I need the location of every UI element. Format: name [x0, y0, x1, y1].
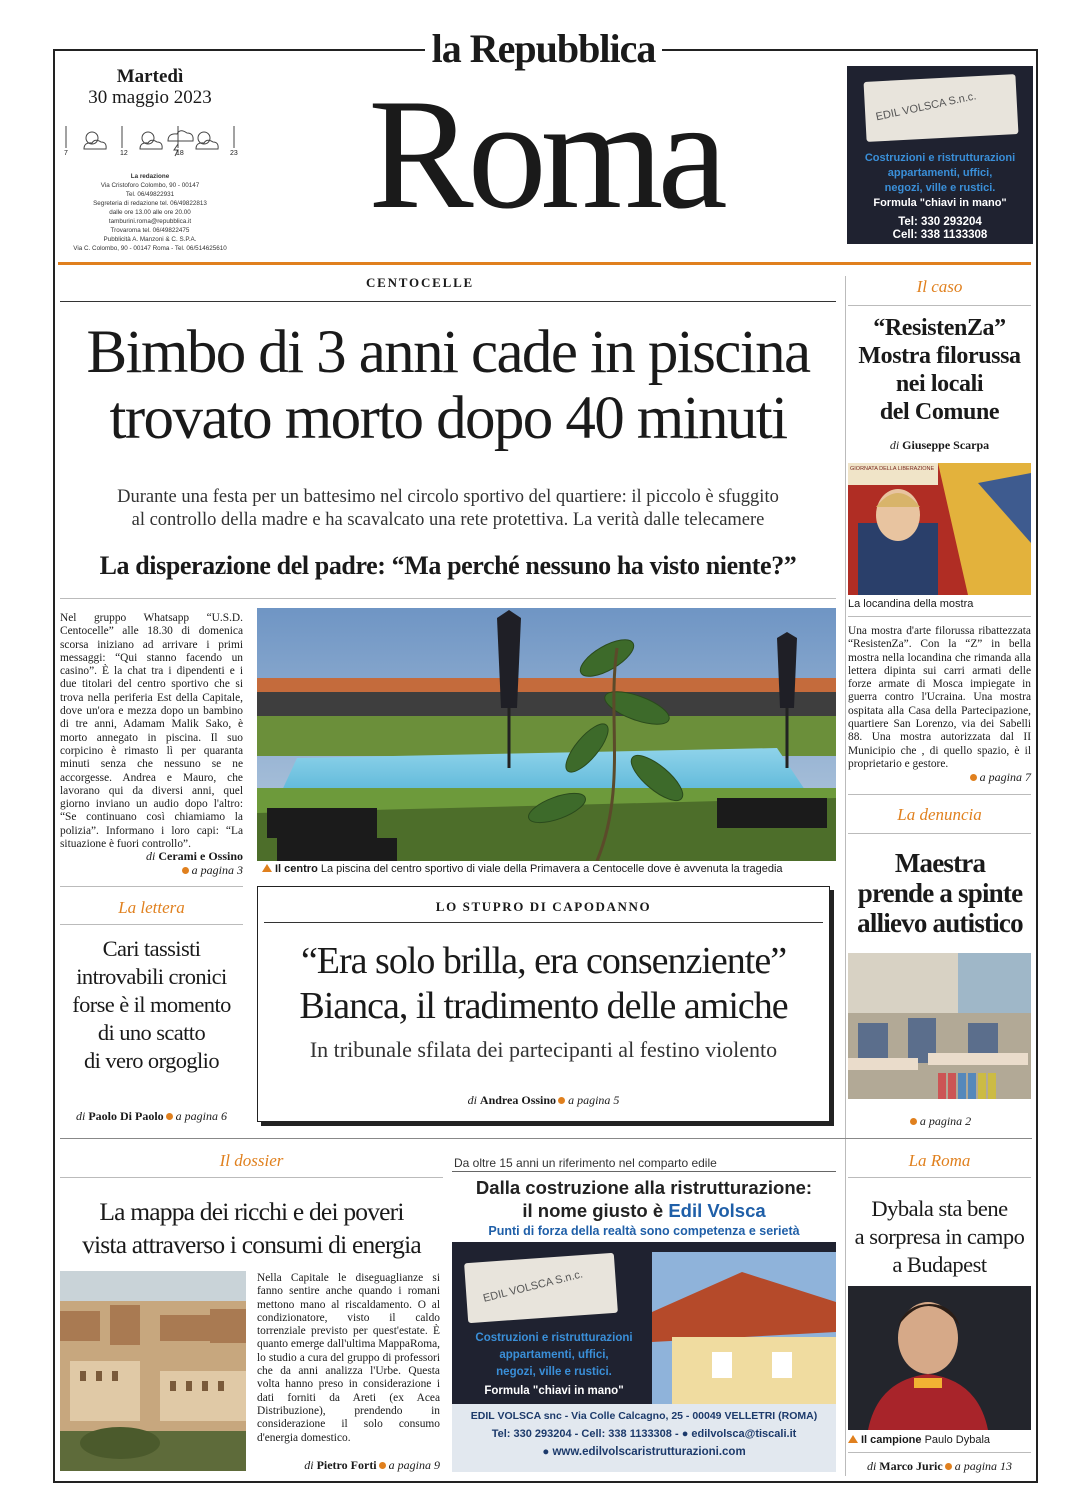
byline-name: Andrea Ossino [479, 1093, 557, 1107]
dybala-photo [848, 1286, 1031, 1430]
ad-formula: Formula "chiavi in mano" [873, 197, 1007, 209]
denuncia-headline[interactable] [845, 848, 1035, 938]
lettera-line: di vero orgoglio [84, 1048, 219, 1073]
house-photo [652, 1252, 836, 1404]
lead-headline[interactable] [58, 320, 838, 452]
redazione-line: Pubblicità A. Manzoni & C. S.P.A. [103, 236, 197, 243]
rome-skyline-art [60, 1271, 246, 1471]
dossier-headline[interactable] [56, 1195, 447, 1261]
lead-divider [60, 598, 836, 599]
redazione-line: Via C. Colombo, 90 - 00147 Roma - Tel. 06/514625610 [73, 245, 227, 252]
standfirst-line: al controllo della madre e ha scavalcato una rete protettiva. La verità dalle telecamere [131, 510, 765, 530]
caso-headline[interactable] [846, 314, 1033, 426]
stupro-standfirst: In tribunale sfilata dei partecipanti al festino violento [309, 1037, 778, 1062]
redazione-line: Trovaroma tel. 06/49822475 [110, 227, 190, 234]
ad-top-line: Da oltre 15 anni un riferimento nel comparto edile [454, 1156, 717, 1170]
ad-address: EDIL VOLSCA snc - Via Colle Calcagno, 25 - 00049 VELLETRI (ROMA) [470, 1410, 818, 1422]
caso-line: Mostra filorussa [858, 343, 1021, 369]
temp-3: 18 [176, 150, 184, 157]
dossier-kicker: Il dossier [219, 1151, 284, 1170]
dossier-headline-line: vista attraverso i consumi di energia [82, 1230, 421, 1259]
caso-body: Una mostra d'arte filorussa ribattezzata “ResistenZa”. Con la “Z” in bella mostra nella locandina che rimanda alla lettera dipinta sui carri armati delle forze armate di Mosca impiegate in guerra contro l'Ucraina. Una mostra ospitata alla Casa della Partecipazione, quartiere San Lorenzo, via dei Sabelli 88. Una mostra autorizzata dal II Municipio che , di quello spazio, è il proprietario e gestore. [848, 625, 1031, 770]
bullet-dot [379, 1462, 386, 1469]
lead-section: CENTOCELLE [365, 275, 475, 290]
caso-page-ref[interactable] [848, 770, 1031, 785]
ad-phones [847, 216, 1033, 242]
poster-caption: La locandina della mostra [848, 598, 974, 610]
stupro-headline-line: “Era solo brilla, era consenziente” [300, 940, 787, 982]
ad-contacts [452, 1428, 836, 1440]
ad-email[interactable]: edilvolsca@tiscali.it [691, 1428, 797, 1440]
byline-name: Paolo Di Paolo [88, 1109, 164, 1123]
page-border-left [53, 49, 55, 1483]
lettera-line: introvabili cronici [76, 964, 227, 989]
ad-services [456, 1330, 652, 1381]
temp-4: 23 [230, 150, 238, 157]
caption-bold: Il centro [275, 863, 318, 875]
stupro-rule [264, 922, 823, 923]
ad-tel: Tel: 330 293204 [898, 216, 982, 228]
redazione-line: Segreteria di redazione tel. 06/49822813 [93, 200, 207, 207]
laroma-line: Dybala sta bene [871, 1196, 1008, 1221]
page-ref-text: a pagina 9 [388, 1458, 440, 1472]
bullet-dot [166, 1113, 173, 1120]
byline-name: Pietro Forti [316, 1458, 377, 1472]
ad-logo-text: EDIL VOLSCA S.n.c. [874, 90, 978, 124]
temp-2: 12 [120, 150, 128, 157]
byline-di: di [889, 438, 900, 452]
redazione-line[interactable]: tamburini.roma@repubblica.it [108, 218, 192, 225]
lettera-line: di uno scatto [97, 1020, 206, 1045]
denuncia-line: allievo autistico [857, 908, 1023, 938]
caption-triangle-icon [848, 1435, 858, 1443]
lettera-byline[interactable] [60, 1109, 243, 1124]
ad-website-text: www.edilvolscaristrutturazioni.com [552, 1446, 746, 1458]
lettera-line: forse è il momento [72, 992, 231, 1017]
stupro-section: LO STUPRO DI CAPODANNO [435, 899, 652, 914]
classroom-art [848, 953, 1031, 1099]
rome-skyline-photo [60, 1271, 246, 1471]
lettera-kicker: La lettera [118, 898, 185, 917]
bullet-dot [910, 1118, 917, 1125]
ad-services [847, 151, 1033, 196]
lead-section-rule [60, 301, 836, 302]
dossier-byline[interactable] [257, 1458, 440, 1473]
bullet-dot [182, 867, 189, 874]
redazione-info [60, 172, 240, 253]
denuncia-top-rule [848, 794, 1031, 795]
brand-logo[interactable]: la Repubblica [431, 26, 656, 71]
denuncia-line: prende a spinte [857, 878, 1023, 908]
caption-triangle-icon [262, 864, 272, 872]
stupro-headline-line: Bianca, il tradimento delle amiche [299, 985, 788, 1027]
caso-line: “ResistenZa” [873, 315, 1006, 341]
partly-cloudy-icon [84, 132, 106, 149]
email-icon: ● [681, 1428, 689, 1440]
ad-logo-text: EDIL VOLSCA S.n.c. [481, 1268, 585, 1305]
laroma-line: a sorpresa in campo [854, 1224, 1025, 1249]
redazione-line: Via Cristoforo Colombo, 90 - 00147 [100, 182, 200, 189]
masthead-rule-right [662, 49, 1038, 51]
byline-name: Giuseppe Scarpa [902, 438, 990, 452]
ad-contacts-text: Tel: 330 293204 - Cell: 338 1133308 - [491, 1428, 682, 1440]
page-border-bottom [53, 1481, 1038, 1483]
stupro-box[interactable] [257, 886, 830, 1122]
caption-bold: Il campione [861, 1434, 922, 1446]
dybala-caption [848, 1434, 1031, 1446]
byline-di: di [304, 1458, 314, 1472]
ad-logo-paper [864, 74, 1019, 142]
pool-caption [262, 863, 836, 875]
byline-di: di [146, 849, 156, 863]
pool-photo-art [257, 608, 836, 861]
bottom-section-rule [60, 1138, 1032, 1139]
bullet-dot [970, 774, 977, 781]
classroom-photo [848, 953, 1031, 1099]
page-ref-text: a pagina 5 [568, 1093, 620, 1107]
caption-text: Paulo Dybala [924, 1434, 991, 1446]
pool-photo [257, 608, 836, 861]
dossier-headline-line: La mappa dei ricchi e dei poveri [99, 1197, 404, 1226]
house-art [652, 1252, 836, 1404]
ad-line: appartamenti, uffici, [887, 167, 993, 179]
bullet-dot [945, 1463, 952, 1470]
page-ref-text: a pagina 3 [191, 863, 243, 877]
page-ref-text: a pagina 2 [919, 1114, 972, 1128]
ad-headline-line: Dalla costruzione alla ristrutturazione: [475, 1177, 813, 1198]
standfirst-line: Durante una festa per un battesimo nel circolo sportivo del quartiere: il piccolo è sfuggito [117, 487, 779, 507]
date-day: Martedì [116, 66, 184, 87]
edition-title: Roma [368, 67, 722, 242]
page-border-right [1036, 49, 1038, 1483]
page-ref-text: a pagina 13 [954, 1459, 1013, 1473]
dossier-body: Nella Capitale le diseguaglianze si fanno sentire anche quando i romani mettono mano al riscaldamento. O al condizionatore, visto il caldo torrenziale previsto per quest'estate. È quanto emerge dall'ultima MappaRoma, lo studio a cura del gruppo di professori che da anni analizza l'Urbe. Questa volta hanno preso in considerazione i dati forniti da Areti (ex Acea Distribuzione), prendendo in considerazione il solo consumo d'energia domestico. [257, 1272, 440, 1444]
ad-cell: Cell: 338 1133308 [892, 229, 988, 241]
date-full: 30 maggio 2023 [88, 87, 212, 108]
dossier-kicker-rule [60, 1177, 443, 1178]
lettera-kicker-rule [60, 924, 243, 925]
globe-icon: ● [542, 1446, 550, 1458]
byline-name: Marco Juric [879, 1459, 943, 1473]
laroma-headline[interactable] [844, 1195, 1035, 1279]
byline-di: di [866, 1459, 877, 1473]
caso-kicker: Il caso [916, 277, 963, 296]
bullet-dot [558, 1097, 565, 1104]
ad-line: appartamenti, uffici, [499, 1349, 609, 1361]
stupro-headline [258, 939, 829, 1029]
lead-headline-line: trovato morto dopo 40 minuti [109, 385, 787, 452]
caso-line: nei locali [895, 371, 984, 397]
denuncia-line: Maestra [894, 848, 986, 878]
laroma-kicker-rule [848, 1177, 1031, 1178]
ad-headline [452, 1176, 836, 1222]
redazione-line: Tel. 06/49822931 [125, 191, 175, 198]
byline-name: Cerami e Ossino [158, 849, 243, 863]
lettera-line: Cari tassisti [102, 936, 201, 961]
lettera-top-rule [60, 886, 243, 887]
ad-contact-bar [452, 1404, 836, 1472]
weather-icons [62, 122, 248, 162]
redazione-line: La redazione [130, 173, 170, 180]
poster-photo [848, 463, 1031, 595]
page-ref-text: a pagina 6 [175, 1109, 227, 1123]
lead-standfirst [58, 486, 838, 532]
ad-website[interactable] [452, 1446, 836, 1458]
masthead-rule-left [53, 49, 425, 51]
lead-headline-line: Bimbo di 3 anni cade in piscina [86, 319, 810, 386]
laroma-kicker: La Roma [908, 1151, 971, 1170]
byline-di: di [75, 1109, 86, 1123]
top-ad[interactable] [847, 66, 1033, 244]
poster-text: GIORNATA DELLA LIBERAZIONE [850, 466, 935, 472]
lead-page-ref[interactable] [60, 863, 243, 878]
dybala-caption-rule [848, 1452, 1031, 1453]
ad-headline-line: il nome giusto è [522, 1200, 669, 1221]
temp-1: 7 [64, 150, 68, 157]
denuncia-page-ref[interactable] [848, 1114, 1031, 1129]
byline-di: di [467, 1093, 477, 1107]
ad-logo-paper [464, 1253, 618, 1323]
ad-image-panel [452, 1242, 836, 1404]
ad-line: Costruzioni e ristrutturazioni [864, 152, 1016, 164]
ad-tagline: Punti di forza della realtà sono competenza e serietà [488, 1224, 800, 1238]
lettera-headline[interactable] [58, 935, 245, 1075]
partly-cloudy-icon [140, 132, 162, 149]
caption-text: La piscina del centro sportivo di viale della Primavera a Centocelle dove è avvenuta la tragedia [320, 863, 783, 875]
denuncia-kicker-rule [848, 833, 1031, 834]
caso-byline [848, 438, 1031, 453]
caso-kicker-rule [848, 305, 1031, 306]
poster-caption-rule [848, 616, 1031, 617]
partly-cloudy-icon [196, 132, 218, 149]
caso-line: del Comune [879, 399, 1000, 425]
page-ref-text: a pagina 7 [979, 770, 1031, 784]
stupro-byline [258, 1093, 829, 1108]
dybala-art [848, 1286, 1031, 1430]
ad-line: Costruzioni e ristrutturazioni [475, 1332, 633, 1344]
lead-subhead: La disperazione del padre: “Ma perché nessuno ha visto niente?” [99, 551, 797, 580]
ad-line: negozi, ville e rustici. [884, 182, 996, 194]
ad-brand-highlight: Edil Volsca [668, 1200, 766, 1221]
masthead-orange-rule [58, 262, 1031, 265]
weather-strip [62, 122, 248, 162]
ad-formula: Formula "chiavi in mano" [484, 1385, 624, 1397]
laroma-byline[interactable] [848, 1459, 1031, 1474]
laroma-line: a Budapest [892, 1252, 987, 1277]
lead-body: Nel gruppo Whatsapp “U.S.D. Centocelle” alle 18.30 di domenica scorsa iniziano ad arrivare i primi messaggi: “Qui stanno facendo un casino”. È la chat tra i dipendenti e i due titolari del centro sportivo che si trova nella periferia Est della Capitale, dove un'ora e mezza dopo un bambino di tre anni, Adamam Malik Sako, è morto annegato in piscina. Il suo corpicino è rimasto lì per quaranta minuti senza che nessuno se ne accorgesse. Andrea e Mauro, che lavorano qui da diversi anni, quel giorno inviano un audio dopo l'altro: “Se continuano così chiamiamo la polizia”. Informano i loro capi: “La situazione è fuori controllo”. [60, 612, 243, 851]
poster-art [848, 463, 1031, 595]
ad-line: negozi, ville e rustici. [496, 1366, 612, 1378]
denuncia-kicker: La denuncia [897, 805, 982, 824]
redazione-line: dalle ore 13.00 alle ore 20.00 [109, 209, 191, 216]
ad-top-rule [452, 1171, 836, 1172]
lead-byline [60, 849, 243, 864]
bottom-ad[interactable] [452, 1152, 836, 1472]
